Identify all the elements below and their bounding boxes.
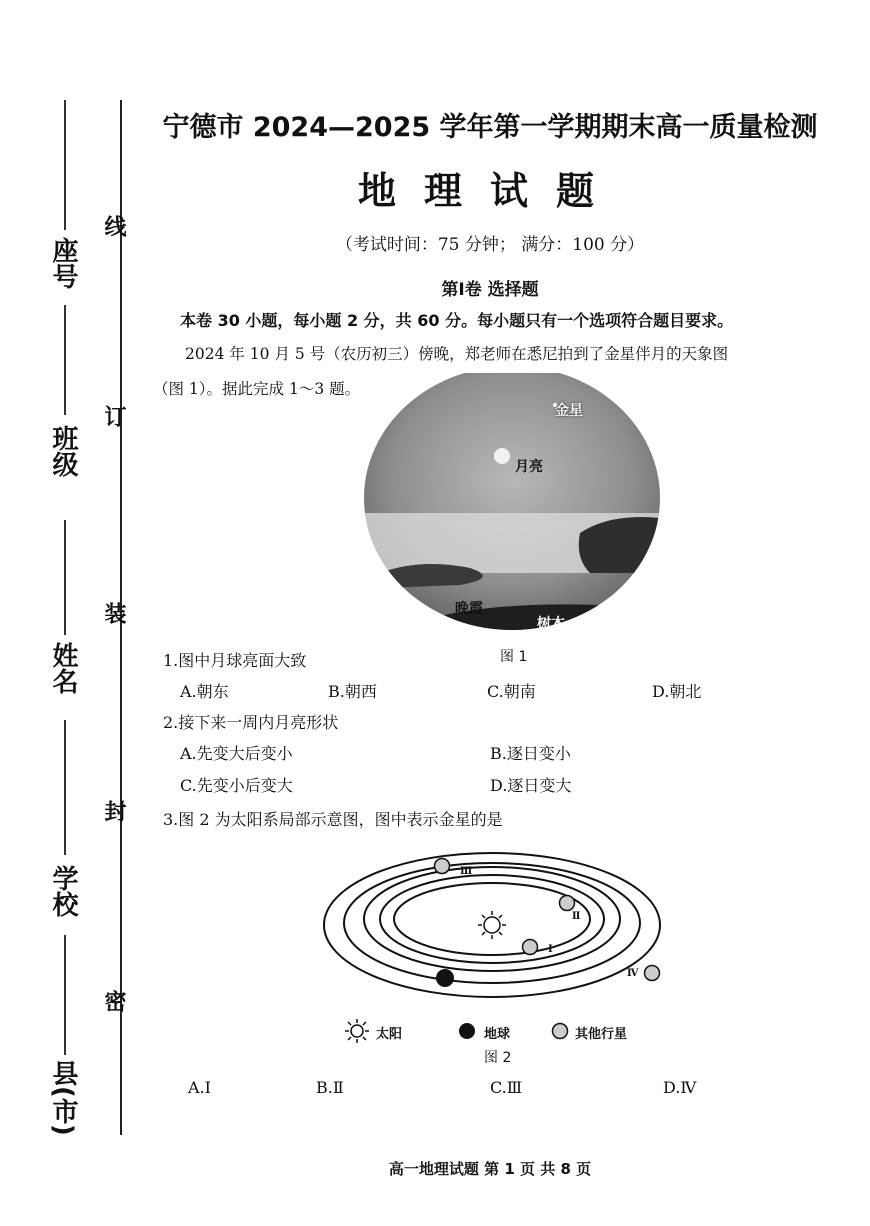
exam-info: （考试时间：75 分钟； 满分：100 分） bbox=[335, 235, 645, 255]
class-label: 班级 bbox=[48, 425, 78, 477]
exam-title: 宁德市 2024—2025 学年第一学期期末高一质量检测 bbox=[162, 112, 818, 143]
binding-char-zhuang: 装 bbox=[101, 602, 126, 624]
binding-char-ding: 订 bbox=[101, 405, 126, 427]
label-moon: 月亮 bbox=[515, 459, 543, 475]
figure1-sky-photo bbox=[360, 373, 665, 638]
legend-sun-label: 太阳 bbox=[376, 1027, 403, 1042]
planet-3-icon bbox=[435, 859, 450, 874]
planet-1-icon bbox=[523, 940, 538, 955]
county-label: 县(市) bbox=[48, 1060, 78, 1136]
name-blank bbox=[64, 520, 66, 635]
figure2-caption: 图 2 bbox=[484, 1050, 512, 1066]
q2-option-c: C.先变小后变大 bbox=[180, 776, 293, 795]
name-label: 姓名 bbox=[48, 642, 78, 694]
subject-title: 地理试题 bbox=[357, 169, 622, 213]
intro-line-1: 2024 年 10 月 5 号（农历初三）傍晚，郑老师在悉尼拍到了金星伴月的天象图 bbox=[185, 345, 729, 363]
label-trees: 树木 bbox=[537, 616, 565, 632]
binding-char-line: 线 bbox=[101, 215, 126, 237]
q3-option-b: B.Ⅱ bbox=[316, 1078, 344, 1097]
page-footer: 高一地理试题 第 1 页 共 8 页 bbox=[388, 1160, 592, 1178]
label-venus: 金星 bbox=[555, 403, 583, 419]
q1-option-c: C.朝南 bbox=[487, 682, 536, 701]
q3-option-d: D.Ⅳ bbox=[663, 1078, 697, 1097]
planet-label-2: Ⅱ bbox=[572, 911, 581, 922]
legend-earth-icon bbox=[458, 1022, 476, 1040]
section-instructions: 本卷 30 小题，每小题 2 分，共 60 分。每小题只有一个选项符合题目要求。 bbox=[180, 311, 734, 330]
figure1-caption: 图 1 bbox=[500, 649, 528, 665]
planet-label-1: Ⅰ bbox=[548, 944, 553, 955]
q1-option-b: B.朝西 bbox=[328, 682, 377, 701]
legend-others-label: 其他行星 bbox=[575, 1027, 628, 1042]
section-title: 第Ⅰ卷 选择题 bbox=[441, 280, 539, 300]
planet-4-icon bbox=[645, 966, 660, 981]
q2-option-d: D.逐日变大 bbox=[490, 776, 572, 795]
school-label: 学校 bbox=[48, 865, 78, 917]
earth-icon bbox=[436, 969, 454, 987]
q2-option-b: B.逐日变小 bbox=[490, 744, 571, 763]
legend-sun-icon bbox=[344, 1018, 370, 1044]
q1-option-a: A.朝东 bbox=[180, 682, 229, 701]
sun-icon bbox=[478, 911, 506, 939]
q1-option-d: D.朝北 bbox=[652, 682, 702, 701]
planet-label-4: Ⅳ bbox=[627, 968, 639, 979]
planet-label-3: Ⅲ bbox=[460, 866, 473, 877]
question-2-stem: 2.接下来一周内月亮形状 bbox=[163, 713, 339, 732]
figure2-solar-system bbox=[320, 845, 670, 1005]
q3-option-a: A.Ⅰ bbox=[188, 1078, 211, 1097]
planet-2-icon bbox=[560, 896, 575, 911]
intro-line-2: （图 1）。据此完成 1～3 题。 bbox=[153, 380, 361, 398]
legend-earth-label: 地球 bbox=[484, 1027, 511, 1042]
seat-number-label: 座号 bbox=[48, 237, 78, 289]
binding-char-mi: 密 bbox=[101, 990, 126, 1012]
school-blank bbox=[64, 720, 66, 855]
seat-number-blank bbox=[64, 100, 66, 230]
q2-option-a: A.先变大后变小 bbox=[180, 744, 293, 763]
county-blank bbox=[64, 935, 66, 1055]
label-glow: 晚霞 bbox=[455, 601, 483, 617]
binding-char-feng: 封 bbox=[101, 800, 126, 822]
class-blank bbox=[64, 305, 66, 415]
question-1-stem: 1.图中月球亮面大致 bbox=[163, 651, 307, 670]
q3-option-c: C.Ⅲ bbox=[490, 1078, 523, 1097]
moon-dot bbox=[494, 448, 510, 464]
legend-planet-icon bbox=[551, 1022, 569, 1040]
question-3-stem: 3.图 2 为太阳系局部示意图，图中表示金星的是 bbox=[163, 810, 503, 829]
